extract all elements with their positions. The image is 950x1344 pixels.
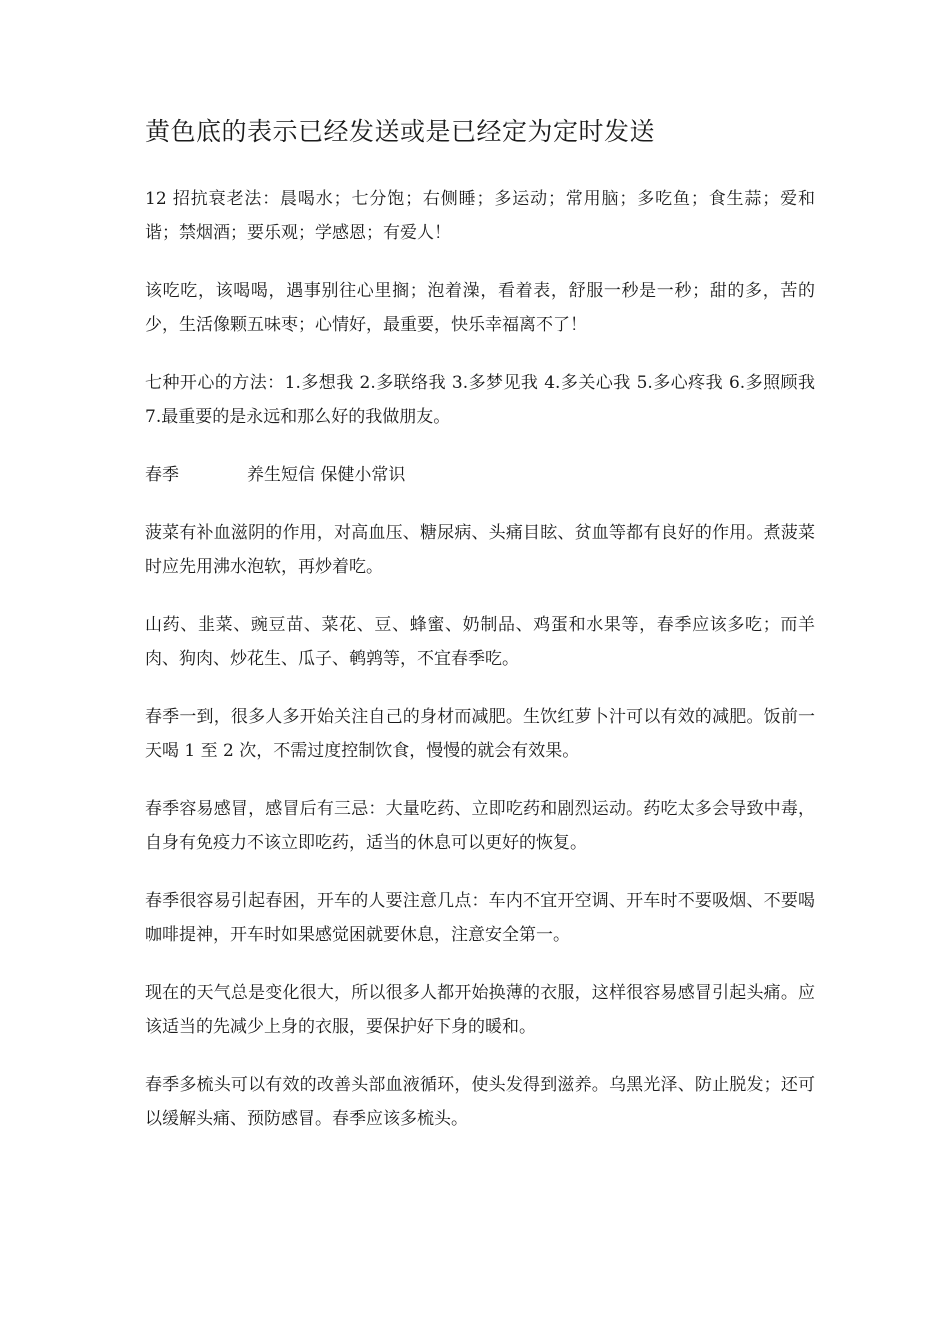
paragraph-eat-drink: 该吃吃，该喝喝，遇事别往心里搁；泡着澡，看着表，舒服一秒是一秒；甜的多，苦的少，生活像颗五味枣；心情好，最重要，快乐幸福离不了！: [145, 281, 815, 335]
paragraph-spinach: 菠菜有补血滋阴的作用，对高血压、糖尿病、头痛目眩、贫血等都有良好的作用。煮菠菜时应先用沸水泡软，再炒着吃。: [145, 523, 815, 577]
section-season: 春季: [145, 465, 179, 485]
paragraph-anti-aging: 12 招抗衰老法：晨喝水；七分饱；右侧睡；多运动；常用脑；多吃鱼；食生蒜；爱和谐；禁烟酒；要乐观；学感恩；有爱人！: [145, 189, 815, 243]
paragraph-cold-taboos: 春季容易感冒，感冒后有三忌：大量吃药、立即吃药和剧烈运动。药吃太多会导致中毒，自身有免疫力不该立即吃药，适当的休息可以更好的恢复。: [145, 799, 815, 853]
paragraph-weather-clothing: 现在的天气总是变化很大，所以很多人都开始换薄的衣服，这样很容易感冒引起头痛。应该适当的先减少上身的衣服，要保护好下身的暖和。: [145, 983, 815, 1037]
section-heading: [145, 458, 815, 492]
paragraph-carrot-juice: 春季一到，很多人多开始关注自己的身材而减肥。生饮红萝卜汁可以有效的减肥。饭前一天喝 1 至 2 次，不需过度控制饮食，慢慢的就会有效果。: [145, 707, 815, 761]
paragraph-driving-drowsy: 春季很容易引起春困，开车的人要注意几点：车内不宜开空调、开车时不要吸烟、不要喝咖啡提神，开车时如果感觉困就要休息，注意安全第一。: [145, 891, 815, 945]
document-title: 黄色底的表示已经发送或是已经定为定时发送: [145, 117, 656, 146]
section-subtitle: 养生短信 保健小常识: [247, 465, 406, 485]
paragraph-spring-foods: 山药、韭菜、豌豆苗、菜花、豆、蜂蜜、奶制品、鸡蛋和水果等，春季应该多吃；而羊肉、狗肉、炒花生、瓜子、鹌鹑等，不宜春季吃。: [145, 615, 815, 669]
paragraph-hair-combing: 春季多梳头可以有效的改善头部血液循环，使头发得到滋养。乌黑光泽、防止脱发；还可以缓解头痛、预防感冒。春季应该多梳头。: [145, 1075, 815, 1129]
paragraph-seven-happy-ways: 七种开心的方法：1.多想我 2.多联络我 3.多梦见我 4.多关心我 5.多心疼我 6.多照顾我 7.最重要的是永远和那么好的我做朋友。: [145, 373, 815, 427]
document-page: [145, 112, 815, 1160]
